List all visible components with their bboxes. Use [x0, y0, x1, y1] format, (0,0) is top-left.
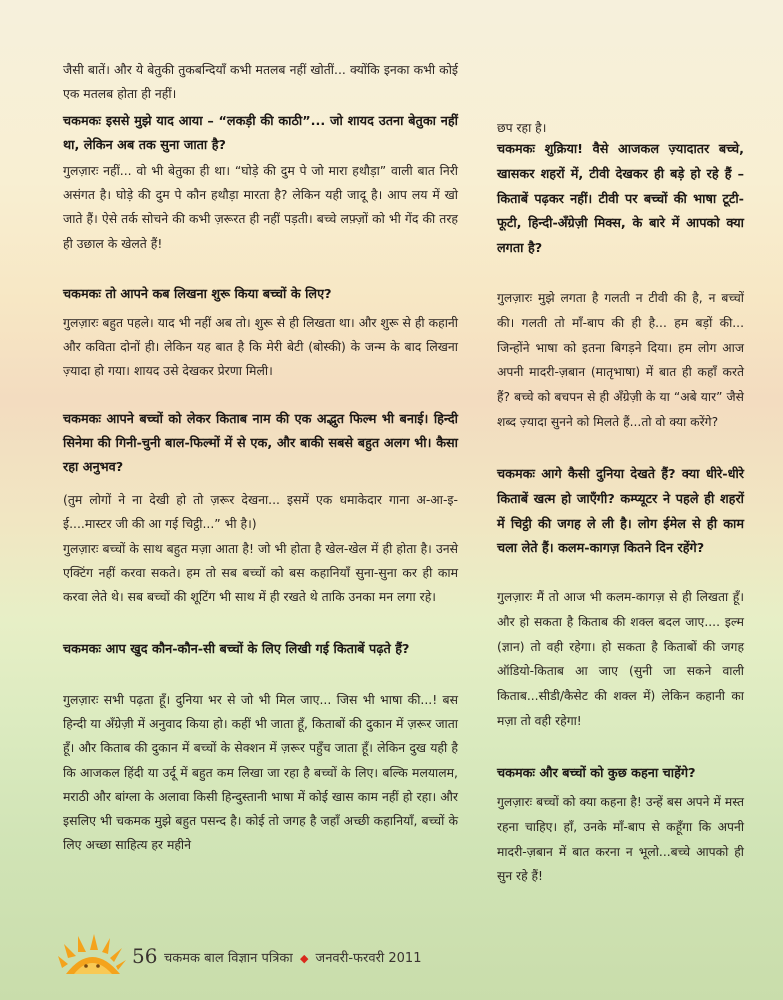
- answer-paragraph: गुलज़ारः सभी पढ़ता हूँ। दुनिया भर से जो भी मिल जाए... जिस भी भाषा की...! बस हिन्दी या अँग्रेज़ी में अनुवाद किया हो। कहीं भी जाता हूँ, किताबों की दुकान में ज़रूर जाता हूँ। और किताब की दुकान में बच्चों के सेक्शन में ज़रूर पहुँच जाता हूँ। लेकिन दुख यही है कि आजकल हिंदी या उर्दू में बहुत कम लिखा जा रहा है बच्चों के लिए। बल्कि मलयालम, मराठी और बांग्ला के अलावा किसी हिन्दुस्तानी भाषा में कोई खास काम नहीं हो रहा। और इसलिए भी चकमक मुझे बहुत पसन्द है। कोई तो जगह है जहाँ अच्छी कहानियाँ, बच्चों के लिए अच्छा साहित्य हर महीने: [63, 692, 458, 853]
- question-heading: चकमकः आप खुद कौन-कौन-सी बच्चों के लिए लिखी गई किताबें पढ़ते हैं?: [63, 642, 410, 657]
- footer-caption: [164, 948, 421, 966]
- answer-paragraph: गुलज़ारः मैं तो आज भी कलम-कागज़ से ही लिखता हूँ। और हो सकता है किताब की शक्ल बदल जाए.... इल्म (ज्ञान) तो वही रहेगा। हो सकता है किताबों की जगह ऑडियो-किताब आ जाए (सुनी जा सकने वाली किताब...सीडी/कैसेट की शक्ल में) लेकिन कहानी का मज़ा तो वही रहेगा!: [497, 590, 744, 728]
- answer-paragraph: गुलज़ारः बच्चों को क्या कहना है! उन्हें बस अपने में मस्त रहना चाहिए। हाँ, उनके माँ-बाप से कहूँगा कि अपनी मादरी-ज़बान में बात करना न भूलो...बच्चे आपको ही सुन रहे हैं!: [497, 795, 744, 884]
- page-footer: [56, 928, 556, 976]
- answer-paragraph: जैसी बातें। और ये बेतुकी तुकबन्दियाँ कभी मतलब नहीं खोतीं... क्योंकि इनका कभी कोई एक मतलब होता ही नहीं।: [63, 62, 458, 102]
- page-number: 56: [132, 944, 158, 968]
- question-heading: चकमकः तो आपने कब लिखना शुरू किया बच्चों के लिए?: [63, 287, 332, 302]
- issue-date: जनवरी-फरवरी 2011: [315, 951, 422, 966]
- film-note: (तुम लोगों ने ना देखी हो तो ज़रूर देखना... इसमें एक धमाकेदार गाना अ-आ-इ-ई....मास्टर जी की आ गई चिट्ठी...” भी है।): [63, 492, 458, 532]
- question-heading: चकमकः शुक्रिया! वैसे आजकल ज़्यादातर बच्चे, खासकर शहरों में, टीवी देखकर ही बड़े हो रहे हैं – किताबें पढ़कर नहीं। टीवी पर बच्चों की भाषा टूटी-फूटी, हिन्दी-अँग्रेज़ी मिक्स, के बारे में आपको क्या लगता है?: [497, 142, 744, 257]
- question-heading: चकमकः और बच्चों को कुछ कहना चाहेंगे?: [497, 766, 696, 781]
- answer-paragraph: गुलज़ारः बच्चों के साथ बहुत मज़ा आता है! जो भी होता है खेल-खेल में ही होता है। उनसे एक्टिंग नहीं करवा सकते। हम तो सब बच्चों को बस कहानियाँ सुना-सुना कर ही काम करवा लेते थे। सब बच्चों की शूटिंग भी साथ में ही रखते थे ताकि उनका मन लगा रहे।: [63, 541, 458, 605]
- question-heading: चकमकः इससे मुझे याद आया – “लकड़ी की काठी”... जो शायद उतना बेतुका नहीं था, लेकिन अब तक सुना जाता है?: [63, 114, 458, 154]
- magazine-name: चकमक बाल विज्ञान पत्रिका: [164, 951, 293, 966]
- sun-logo-icon: [56, 928, 128, 976]
- question-heading: चकमकः आपने बच्चों को लेकर किताब नाम की एक अद्भुत फिल्म भी बनाई। हिन्दी सिनेमा की गिनी-चुनी बाल-फिल्मों में से एक, और बाकी सबसे बहुत अलग भी। कैसा रहा अनुभव?: [63, 412, 458, 476]
- answer-paragraph: छप रहा है।: [497, 121, 547, 135]
- answer-paragraph: गुलज़ारः मुझे लगता है गलती न टीवी की है, न बच्चों की। गलती तो माँ-बाप की ही है... हम बड़ों की... जिन्होंने भाषा को इतना बिगड़ने दिया। हम लोग आज अपनी मादरी-ज़बान (मातृभाषा) में बात ही कहाँ करते हैं? बच्चे को बचपन से ही अँग्रेज़ी के या “अबे यार” जैसे शब्द ज़्यादा सुनने को मिलते हैं...तो वो क्या करेंगे?: [497, 291, 744, 429]
- diamond-icon: ◆: [299, 952, 309, 965]
- answer-paragraph: गुलज़ारः नहीं... वो भी बेतुका ही था। “घोड़े की दुम पे जो मारा हथौड़ा” वाली बात निरी असंगत है। घोड़े की दुम पे कौन हथौड़ा मारता है? लेकिन यही जादू है। आप लय में खो जाते हैं। ऐसे तर्क सोचने की कभी ज़रूरत ही नहीं पड़ती। बच्चे लफ़्ज़ों को भी गेंद की तरह ही उछाल के खेलते हैं!: [63, 163, 458, 251]
- question-heading: चकमकः आगे कैसी दुनिया देखते हैं? क्या धीरे-धीरे किताबें खत्म हो जाएँगी? कम्प्यूटर ने पहले ही शहरों में चिट्ठी की जगह ले ली है। लोग ईमेल से ही काम चला लेते हैं। कलम-कागज़ कितने दिन रहेंगे?: [497, 467, 744, 557]
- answer-paragraph: गुलज़ारः बहुत पहले। याद भी नहीं अब तो। शुरू से ही लिखता था। और शुरू से ही कहानी और कविता दोनों ही। लेकिन यह बात है कि मेरी बेटी (बोस्की) के जन्म के बाद लिखना ज़्यादा हो गया। शायद उसे देखकर प्रेरणा मिली।: [63, 315, 458, 379]
